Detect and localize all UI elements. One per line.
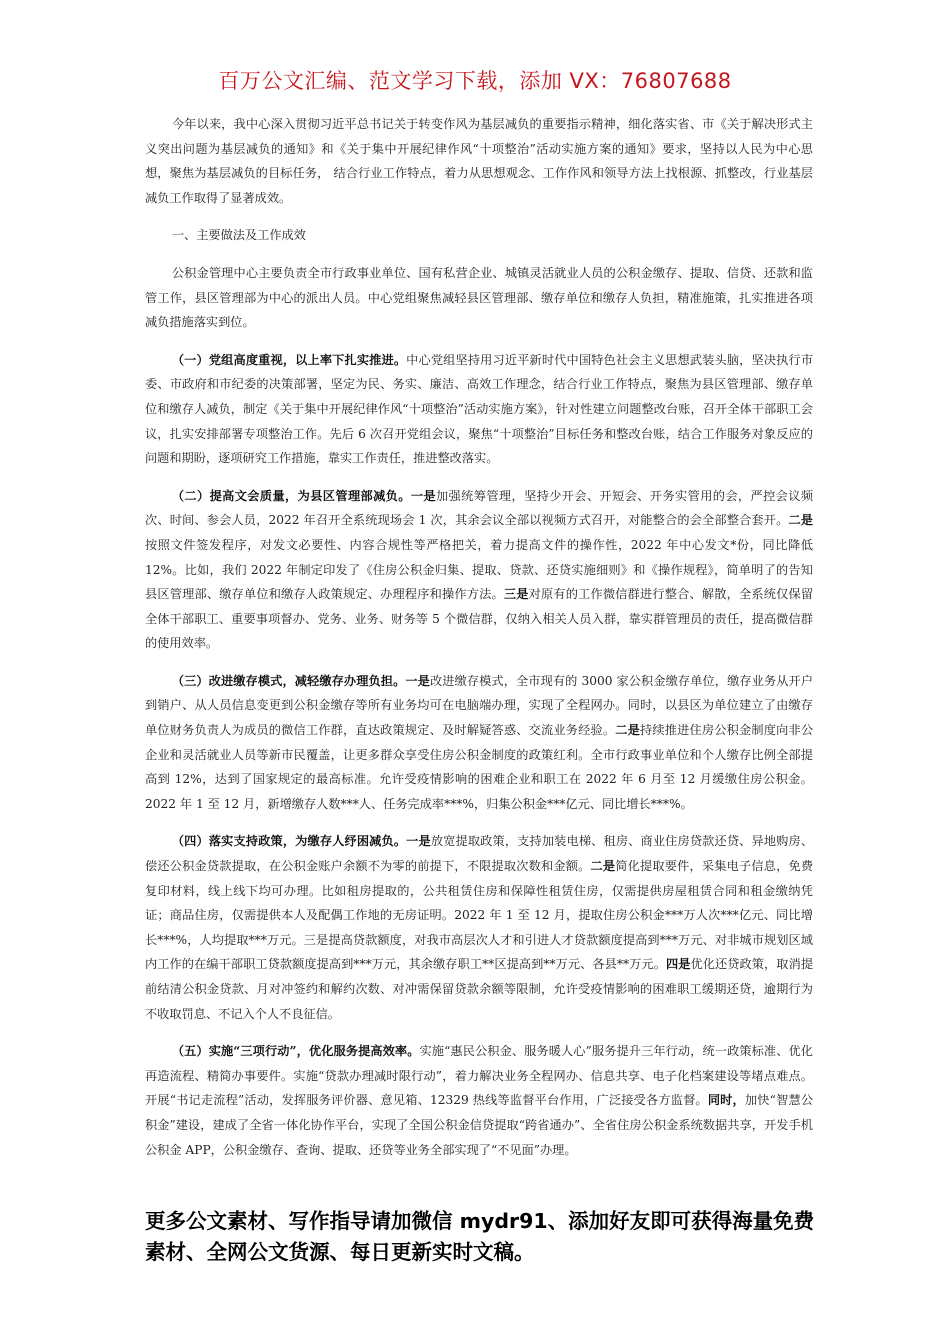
paragraph-4-text-2: 简化提取要件，采集电子信息，免费复印材料，线上线下均可办理。比如租房提取的，公共租赁住房和保障性租赁住房，仅需提供房屋租赁合同和租金缴纳凭证；商品住房，仅需提供本人及配偶工作地的无房证明。2022 年 1 至 12 月，提取住房公积金***万人次***亿元、同比增长***%，人均提取***万元。三是提高贷款额度，对我市高层次人才和引进人才贷款额度提高到***万元、对非城市规划区域内工作的在编干部职工贷款额度提高到***万元，其余缴存职工**区提高到**万元、各县**万元。 bbox=[145, 859, 814, 972]
paragraph-3-text-2: 持续推进住房公积金制度向非公企业和灵活就业人员等新市民覆盖，让更多群众享受住房公积金制度的政策红利。全市行政事业单位和个人缴存比例全部提高到 12%，达到了国家规定的最高标准。允许受疫情影响的困难企业和职工在 2022 年 6 月至 12 月缓缴住房公积金。2022 年 1 至 12 月，新增缴存人数***人、任务完成率***%，归集公积金***亿元、同比增长***%。 bbox=[145, 723, 814, 811]
paragraph-2 bbox=[145, 484, 813, 656]
paragraph-5-text-2: 加快“智慧公积金”建设，建成了全省一体化协作平台，实现了全国公积金信贷提取“跨省通办”、全省住房公积金系统数据共享，开发手机公积金 APP，公积金缴存、查询、提取、还贷等业务全部实现了“不见面”办理。 bbox=[145, 1093, 814, 1157]
paragraph-5 bbox=[145, 1039, 813, 1162]
paragraph-4-text-3: 优化还贷政策，取消提前结清公积金贷款、月对冲签约和解约次数、对冲需保留贷款余额等限制，允许受疫情影响的困难职工缓期还贷，逾期行为不收取罚息、不记入个人不良征信。 bbox=[145, 957, 814, 1021]
paragraph-4-title: （四）落实支持政策，为缴存人纾困减负。 bbox=[171, 834, 407, 849]
paragraph-4-lead-1: 一是 bbox=[406, 834, 431, 849]
paragraph-5-lead-2: 同时， bbox=[707, 1093, 745, 1108]
paragraph-3-lead-2: 二是 bbox=[615, 723, 640, 738]
paragraph-2-text-2: 按照文件签发程序，对发文必要性、内容合规性等严格把关，着力提高文件的操作性，2022 年中心发文*份，同比降低 12%。比如，我们 2022 年制定印发了《住房公积金归集、提取、贷款、还贷实施细则》和《操作规程》，简单明了的告知县区管理部、缴存单位和缴存人政策规定、办理程序和操作方法。 bbox=[145, 537, 813, 602]
footer-banner: 更多公文素材、写作指导请加微信 mydr91、添加好友即可获得海量免费素材、全网公文货源、每日更新实时文稿。 bbox=[145, 1209, 815, 1264]
section-heading: 一、主要做法及工作成效 bbox=[171, 228, 306, 243]
intro-paragraph: 今年以来，我中心深入贯彻习近平总书记关于转变作风为基层减负的重要指示精神，细化落实省、市《关于解决形式主义突出问题为基层减负的通知》和《关于集中开展纪律作风“十项整治”活动实施方案的通知》要求，坚持以人民为中心思想，聚焦为基层减负的目标任务， 结合行业工作特点，着力从思想观念、工作作风和领导方法上找根源、抓整改，行业基层减负工作取得了显著成效。 bbox=[145, 117, 813, 205]
paragraph-4-lead-3: 四是 bbox=[665, 957, 691, 972]
document-body bbox=[145, 112, 813, 1175]
paragraph-4 bbox=[145, 829, 813, 1026]
paragraph-1-text: 中心党组坚持用习近平新时代中国特色社会主义思想武装头脑，坚决执行市委、市政府和市纪委的决策部署，坚定为民、务实、廉洁、高效工作理念，结合行业工作特点，聚焦为县区管理部、缴存单位和缴存人减负，制定《关于集中开展纪律作风“十项整治”活动实施方案》，针对性建立问题整改台账，召开全体干部职工会议，扎实安排部署专项整治工作。先后 6 次召开党组会议，聚焦“十项整治”目标任务和整改台账，结合工作服务对象反应的问题和期盼，逐项研究工作措施，靠实工作责任，推进整改落实。 bbox=[145, 352, 814, 466]
paragraph-4-text-1: 放宽提取政策，支持加装电梯、租房、商业住房贷款还贷、异地购房、偿还公积金贷款提取，在公积金账户余额不为零的前提下，不限提取次数和金额。 bbox=[145, 834, 814, 874]
header-banner: 百万公文汇编、范文学习下载，添加 VX：76807688 bbox=[218, 69, 732, 93]
paragraph-5-title: （五）实施“三项行动”，优化服务提高效率。 bbox=[171, 1044, 420, 1059]
paragraph-3-title: （三）改进缴存模式，减轻缴存办理负担。 bbox=[171, 673, 406, 688]
paragraph-3-lead-1: 一是 bbox=[405, 673, 430, 688]
paragraph-2-lead-1: 一是 bbox=[410, 488, 437, 503]
paragraph-2-lead-3: 三是 bbox=[503, 587, 529, 602]
paragraph-2-title: （二）提高文会质量，为县区管理部减负。 bbox=[171, 488, 411, 503]
paragraph-3-text-1: 改进缴存模式，全市现有的 3000 家公积金缴存单位，缴存业务从开户到销户、从人员信息变更到公积金缴存等所有业务均可在电脑端办理，实现了全程网办。同时，以县区为单位建立了由缴存单位财务负责人为成员的微信工作群，直达政策规定、及时解疑答惑、交流业务经验。 bbox=[145, 673, 814, 738]
paragraph-2-text-1: 加强统筹管理，坚持少开会、开短会、开务实管用的会，严控会议频次、时间、参会人员，2022 年召开全系统现场会 1 次，其余会议全部以视频方式召开，对能整合的会全部整合套开。 bbox=[145, 488, 814, 528]
paragraph-2-text-3: 对原有的工作微信群进行整合、解散，全系统仅保留全体干部职工、重要事项督办、党务、业务、财务等 5 个微信群，仅纳入相关人员入群，靠实群管理员的责任，提高微信群的使用效率。 bbox=[145, 587, 814, 651]
paragraph-1 bbox=[145, 348, 813, 471]
paragraph-5-text-1: 实施“惠民公积金、服务暖人心”服务提升三年行动，统一政策标准、优化再造流程、精简办事要件。实施“贷款办理减时限行动”，着力解决业务全程网办、信息共享、电子化档案建设等堵点难点。开展“书记走流程”活动，发挥服务评价器、意见箱、12329 热线等监督平台作用，广泛接受各方监督。 bbox=[145, 1044, 813, 1108]
paragraph-2-lead-2: 二是 bbox=[788, 513, 813, 528]
overview-paragraph: 公积金管理中心主要负责全市行政事业单位、国有私营企业、城镇灵活就业人员的公积金缴存、提取、信贷、还款和监管工作，县区管理部为中心的派出人员。中心党组聚焦减轻县区管理部、缴存单位和缴存人负担，精准施策，扎实推进各项减负措施落实到位。 bbox=[145, 265, 813, 330]
paragraph-4-lead-2: 二是 bbox=[590, 859, 616, 874]
paragraph-1-title: （一）党组高度重视，以上率下扎实推进。 bbox=[171, 352, 407, 367]
paragraph-3 bbox=[145, 669, 813, 817]
